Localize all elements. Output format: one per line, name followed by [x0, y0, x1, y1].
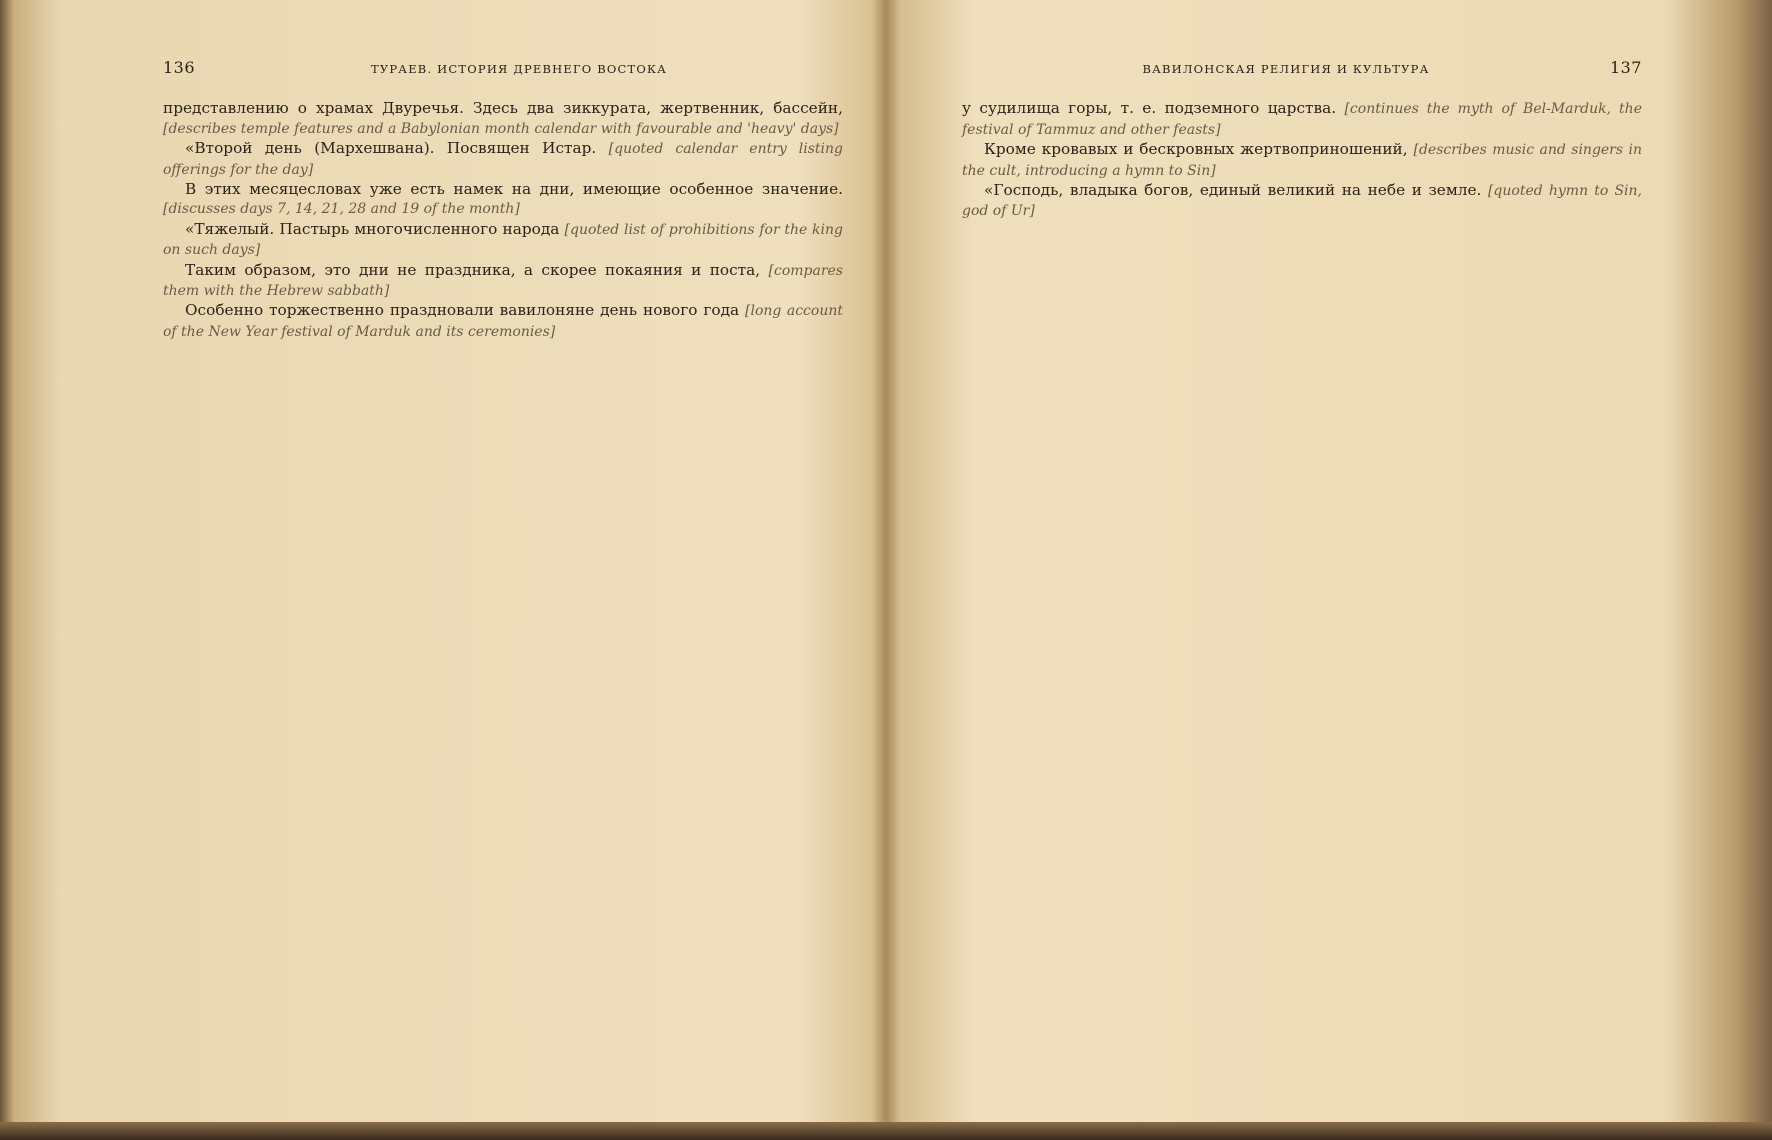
right-page — [962, 58, 1642, 222]
right-running-title: ВАВИЛОНСКАЯ РЕЛИГИЯ И КУЛЬТУРА — [1142, 62, 1430, 76]
paragraph: «Господь, владыка богов, единый великий на небе и земле. [quoted hymn to Sin, god of Ur] — [962, 181, 1642, 220]
left-page — [163, 58, 843, 342]
paragraph: «Второй день (Мархешвана). Посвящен Истар. [quoted calendar entry listing offerings for the day] — [163, 139, 843, 178]
right-page-number: 137 — [1609, 58, 1642, 77]
paragraph: Кроме кровавых и бескровных жертвоприношений, [describes music and singers in the cult, introducing a hymn to Sin] — [962, 140, 1642, 179]
left-page-number: 136 — [163, 58, 196, 77]
paragraph: представлению о храмах Двуречья. Здесь два зиккурата, жертвенник, бассейн, [describes temple features and a Babylonian month calendar with favourable and 'heavy' days] — [163, 99, 843, 137]
left-running-head — [163, 58, 843, 79]
paragraph: у судилища горы, т. е. подземного царства. [continues the myth of Bel-Marduk, the festival of Tammuz and other feasts] — [962, 99, 1642, 138]
book-bottom-edge — [0, 1122, 1772, 1140]
left-running-title: ТУРАЕВ. ИСТОРИЯ ДРЕВНЕГО ВОСТОКА — [370, 62, 668, 76]
right-running-head — [962, 58, 1642, 79]
paragraph: Таким образом, это дни не праздника, а скорее покаяния и поста, [compares them with the Hebrew sabbath] — [163, 260, 843, 300]
paragraph: «Тяжелый. Пастырь многочисленного народа [quoted list of prohibitions for the king on such days] — [163, 219, 843, 259]
paragraph: В этих месяцесловах уже есть намек на дни, имеющие особенное значение. [discusses days 7, 14, 21, 28 and 19 of the month] — [163, 180, 843, 218]
paragraph: Особенно торжественно праздновали вавилоняне день нового года [long account of the New Year festival of Marduk and its ceremonies] — [163, 301, 843, 340]
